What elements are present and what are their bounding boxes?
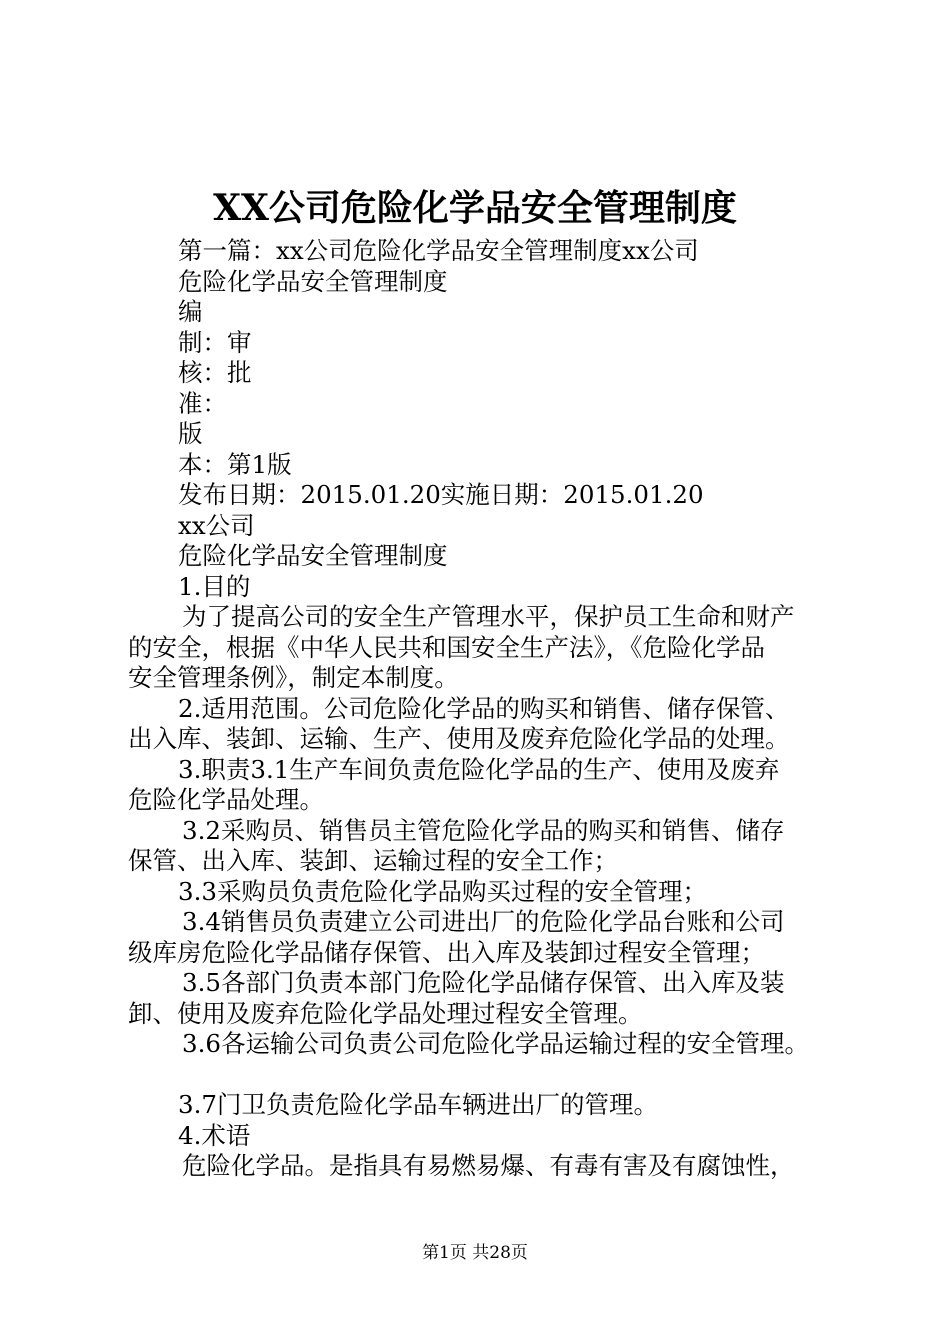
section-heading: 4.术语 <box>178 1120 251 1150</box>
page-footer: 第1页 共28页 <box>422 1243 528 1263</box>
text-line: 发布日期：2015.01.20实施日期：2015.01.20 <box>178 480 704 509</box>
text-line: 危险化学品安全管理制度 <box>178 266 448 296</box>
text-line: 3.6各运输公司负责公司危险化学品运输过程的安全管理。 <box>182 1029 809 1058</box>
text-line: 危险化学品。是指具有易燃易爆、有毒有害及有腐蚀性， <box>182 1151 795 1180</box>
text-line: 编 <box>178 297 203 326</box>
text-line: 危险化学品处理。 <box>128 785 324 814</box>
text-line: 危险化学品安全管理制度 <box>178 541 448 570</box>
document-body <box>128 236 838 1182</box>
text-line: 3.4销售员负责建立公司进出厂的危险化学品台账和公司 <box>182 907 785 936</box>
text-line: 3.2采购员、销售员主管危险化学品的购买和销售、储存 <box>182 815 785 845</box>
text-line: 制：审 <box>178 327 252 357</box>
text-line: 保管、出入库、装卸、运输过程的安全工作； <box>128 846 618 875</box>
text-line: 第一篇：xx公司危险化学品安全管理制度xx公司 <box>178 236 699 265</box>
text-line: 3.5各部门负责本部门危险化学品储存保管、出入库及装 <box>182 968 785 997</box>
text-line: 安全管理条例》，制定本制度。 <box>128 663 459 692</box>
text-line: 2.适用范围。公司危险化学品的购买和销售、储存保管、 <box>178 693 790 723</box>
text-line: 出入库、装卸、运输、生产、使用及废弃危险化学品的处理。 <box>128 724 790 753</box>
text-line: 卸、使用及废弃危险化学品处理过程安全管理。 <box>128 998 643 1028</box>
text-line: 级库房危险化学品储存保管、出入库及装卸过程安全管理； <box>128 937 765 967</box>
text-line: 本：第1版 <box>178 449 292 479</box>
text-line: 3.7门卫负责危险化学品车辆进出厂的管理。 <box>178 1090 658 1119</box>
text-line: 版 <box>178 419 203 448</box>
text-line: 准： <box>178 388 227 418</box>
section-heading: 1.目的 <box>178 571 251 601</box>
text-line: 3.3采购员负责危险化学品购买过程的安全管理； <box>178 876 707 906</box>
text-line: 核：批 <box>178 358 252 387</box>
text-line: 3.职责3.1生产车间负责危险化学品的生产、使用及废弃 <box>178 754 780 784</box>
blank-line <box>128 1060 838 1091</box>
text-line: 为了提高公司的安全生产管理水平，保护员工生命和财产 <box>182 602 795 631</box>
text-line: xx公司 <box>178 510 255 540</box>
document-title: XX公司危险化学品安全管理制度 <box>213 187 737 229</box>
text-line: 的安全，根据《中华人民共和国安全生产法》，《危险化学品 <box>128 632 765 662</box>
